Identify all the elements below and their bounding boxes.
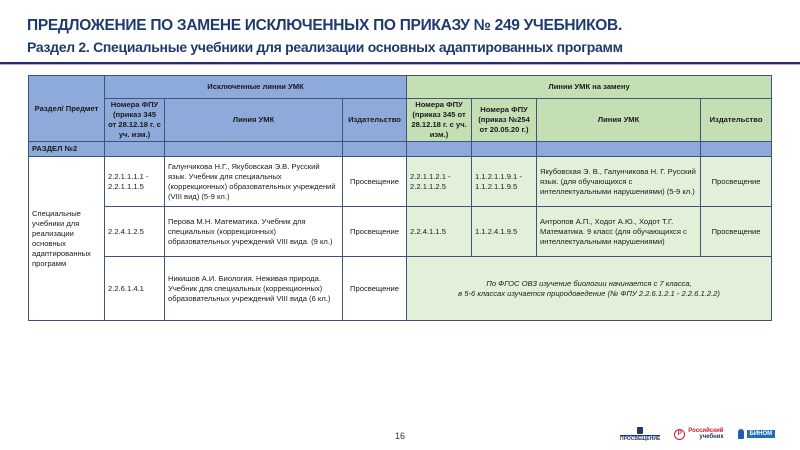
russian-textbook-mark-icon: Р (674, 429, 685, 440)
section-label: РАЗДЕЛ №2 (29, 142, 105, 157)
replacement-fpu345-cell: 2.2.1.1.2.1 - 2.2.1.1.2.5 (407, 157, 472, 207)
excluded-publisher-cell: Просвещение (343, 257, 407, 321)
footer-logos (620, 424, 775, 444)
column-header-row (29, 99, 772, 142)
replacement-line-header: Линия УМК (537, 99, 701, 142)
group-header-row (29, 76, 772, 99)
excluded-fpu-cell: 2.2.6.1.4.1 (105, 257, 165, 321)
table-row (29, 157, 772, 207)
subject-cell: Специальные учебники для реализации основных адаптированных программ (29, 157, 105, 321)
page-title: ПРЕДЛОЖЕНИЕ ПО ЗАМЕНЕ ИСКЛЮЧЕННЫХ ПО ПРИКАЗУ № 249 УЧЕБНИКОВ. (27, 17, 622, 34)
excluded-publisher-cell: Просвещение (343, 207, 407, 257)
binom-figure-icon (738, 429, 744, 439)
russian-textbook-logo: Р Российский учебник (674, 428, 723, 440)
excluded-group-header: Исключенные линии УМК (105, 76, 407, 99)
replacement-publisher-header: Издательство (701, 99, 772, 142)
replacement-fpu345-cell: 2.2.4.1.1.5 (407, 207, 472, 257)
replacement-note-cell (407, 257, 772, 321)
excluded-line-cell: Никишов А.И. Биология. Неживая природа. Учебник для специальных (коррекционных) образовательных учреждений VIII вида (6 кл.) (165, 257, 343, 321)
excluded-fpu-header: Номера ФПУ (приказ 345 от 28.12.18 г. с уч. изм.) (105, 99, 165, 142)
page-subtitle: Раздел 2. Специальные учебники для реализации основных адаптированных программ (27, 39, 623, 55)
excluded-publisher-cell: Просвещение (343, 157, 407, 207)
replacement-line-cell: Якубовская Э. В., Галунчикова Н. Г. Русский язык. (для обучающихся с интеллектуальными нарушениями) (5-9 кл.) (537, 157, 701, 207)
replacement-publisher-cell: Просвещение (701, 157, 772, 207)
replacement-fpu254-cell: 1.1.2.1.1.9.1 - 1.1.2.1.1.9.5 (472, 157, 537, 207)
excluded-publisher-header: Издательство (343, 99, 407, 142)
table-row (29, 207, 772, 257)
excluded-line-header: Линия УМК (165, 99, 343, 142)
excluded-line-cell: Перова М.Н. Математика. Учебник для специальных (коррекционных) образовательных учреждений VIII вида. (9 кл.) (165, 207, 343, 257)
replacement-group-header: Линии УМК на замену (407, 76, 772, 99)
table-row (29, 257, 772, 321)
excluded-fpu-cell: 2.2.4.1.2.5 (105, 207, 165, 257)
subject-header: Раздел/ Предмет (29, 76, 105, 142)
header-divider-accent (0, 64, 800, 65)
replacement-fpu254-header: Номера ФПУ (приказ №254 от 20.05.20 г.) (472, 99, 537, 142)
excluded-fpu-cell: 2.2.1.1.1.1 - 2.2.1.1.1.5 (105, 157, 165, 207)
replacement-fpu254-cell: 1.1.2.4.1.9.5 (472, 207, 537, 257)
excluded-line-cell: Галунчикова Н.Г., Якубовская Э.В. Русский язык. Учебник для специальных (коррекционных) образовательных учреждений (VIII вид) (5-9 кл.) (165, 157, 343, 207)
page-number: 16 (395, 431, 406, 441)
prosveshchenie-logo: ПРОСВЕЩЕНИЕ (620, 427, 660, 442)
section-row (29, 142, 772, 157)
textbook-replacement-table (28, 75, 772, 321)
replacement-note-line1: По ФГОС ОВЗ изучение биологии начинается с 7 класса, (486, 278, 692, 288)
prosveshchenie-mark-icon (637, 427, 643, 434)
replacement-note-line2: в 5-6 классах изучается природоведение (№ ФПУ 2.2.6.1.2.1 - 2.2.6.1.2.2) (458, 288, 720, 298)
replacement-publisher-cell: Просвещение (701, 207, 772, 257)
replacement-fpu345-header: Номера ФПУ (приказ 345 от 28.12.18 г. с уч. изм.) (407, 99, 472, 142)
replacement-line-cell: Антропов А.П., Ходот А.Ю., Ходот Т.Г. Математика. 9 класс (для обучающихся с интеллектуальными нарушениями) (537, 207, 701, 257)
binom-logo: БИНОМ (738, 429, 776, 439)
